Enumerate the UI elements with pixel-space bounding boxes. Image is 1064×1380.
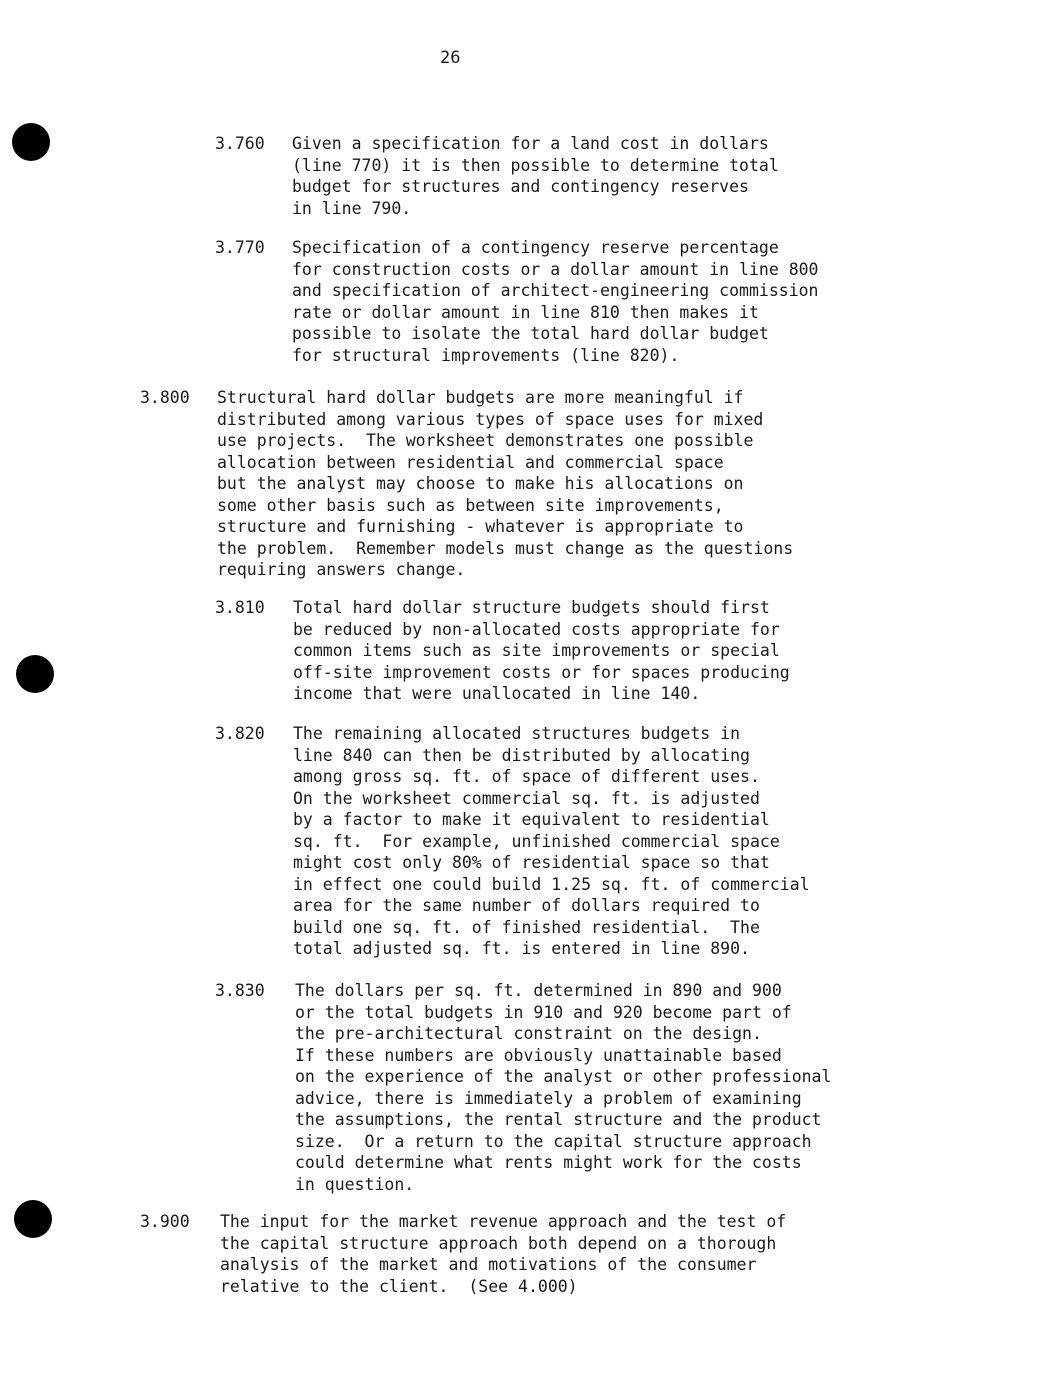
section-3-760 — [215, 133, 779, 219]
page-number: 26 — [440, 48, 461, 68]
binder-hole-top — [12, 123, 50, 161]
text-line: The remaining allocated structures budgets in — [293, 724, 741, 743]
section-number: 3.900 — [140, 1212, 190, 1231]
text-line: for construction costs or a dollar amount in line 800 — [292, 259, 819, 279]
text-line: use projects. The worksheet demonstrates one possible — [217, 431, 754, 450]
section-number: 3.760 — [215, 134, 265, 153]
text-line: advice, there is immediately a problem of examining — [295, 1088, 802, 1108]
text-line: in question. — [295, 1174, 415, 1194]
text-line: The dollars per sq. ft. determined in 890 and 900 — [295, 981, 782, 1000]
text-line: Total hard dollar structure budgets should first — [293, 598, 770, 617]
section-text — [292, 133, 779, 219]
section-number: 3.800 — [140, 388, 190, 407]
section-3-830 — [215, 980, 831, 1195]
section-text — [293, 723, 810, 960]
text-line: possible to isolate the total hard dollar budget — [292, 324, 769, 343]
text-line: could determine what rents might work for the costs — [295, 1153, 802, 1172]
text-line: rate or dollar amount in line 810 then makes it — [292, 302, 759, 322]
text-line: requiring answers change. — [217, 560, 466, 579]
text-line: off-site improvement costs or for spaces producing — [293, 662, 790, 682]
section-3-820 — [215, 723, 810, 960]
text-line: Structural hard dollar budgets are more meaningful if — [217, 388, 744, 407]
text-line: the pre-architectural constraint on the design. — [295, 1024, 762, 1043]
section-text — [293, 597, 790, 705]
text-line: Specification of a contingency reserve percentage — [292, 238, 779, 257]
text-line: the problem. Remember models must change as the questions — [217, 538, 794, 558]
binder-hole-bottom — [14, 1200, 52, 1238]
text-line: On the worksheet commercial sq. ft. is adjusted — [293, 788, 760, 808]
text-line: might cost only 80% of residential space so that — [293, 853, 770, 872]
text-line: (line 770) it is then possible to determine total — [292, 155, 779, 175]
text-line: total adjusted sq. ft. is entered in line 890. — [293, 939, 750, 958]
text-line: for structural improvements (line 820). — [292, 345, 680, 365]
text-line: line 840 can then be distributed by allocating — [293, 745, 750, 765]
text-line: in effect one could build 1.25 sq. ft. of commercial — [293, 874, 810, 894]
text-line: in line 790. — [292, 198, 412, 218]
text-line: among gross sq. ft. of space of different uses. — [293, 767, 760, 786]
text-line: on the experience of the analyst or other professional — [295, 1067, 832, 1086]
section-3-800 — [140, 387, 793, 581]
text-line: income that were unallocated in line 140. — [293, 684, 701, 703]
section-text — [217, 387, 793, 581]
binder-hole-middle — [16, 655, 54, 693]
text-line: the capital structure approach both depend on a thorough — [220, 1233, 777, 1253]
section-text — [292, 237, 819, 366]
section-number: 3.810 — [215, 598, 265, 617]
section-number: 3.820 — [215, 724, 265, 743]
text-line: and specification of architect-engineering commission — [292, 281, 819, 300]
section-text — [220, 1211, 786, 1297]
text-line: allocation between residential and commercial space — [217, 452, 724, 472]
text-line: some other basis such as between site improvements, — [217, 495, 724, 515]
text-line: structure and furnishing - whatever is appropriate to — [217, 517, 744, 536]
text-line: build one sq. ft. of finished residential. The — [293, 917, 760, 937]
text-line: size. Or a return to the capital structure approach — [295, 1131, 812, 1151]
text-line: area for the same number of dollars required to — [293, 896, 760, 915]
section-3-900 — [140, 1211, 786, 1297]
text-line: distributed among various types of space uses for mixed — [217, 409, 764, 429]
section-number: 3.770 — [215, 238, 265, 257]
text-line: by a factor to make it equivalent to residential — [293, 810, 770, 829]
text-line: budget for structures and contingency reserves — [292, 177, 749, 196]
section-number: 3.830 — [215, 981, 265, 1000]
text-line: sq. ft. For example, unfinished commercial space — [293, 831, 780, 851]
text-line: relative to the client. (See 4.000) — [220, 1276, 578, 1296]
text-line: common items such as site improvements or special — [293, 641, 780, 660]
text-line: Given a specification for a land cost in dollars — [292, 134, 769, 153]
text-line: the assumptions, the rental structure and the product — [295, 1110, 822, 1129]
section-3-810 — [215, 597, 790, 705]
section-3-770 — [215, 237, 819, 366]
text-line: or the total budgets in 910 and 920 become part of — [295, 1002, 792, 1022]
section-text — [295, 980, 831, 1195]
text-line: but the analyst may choose to make his allocations on — [217, 474, 744, 493]
text-line: analysis of the market and motivations of the consumer — [220, 1255, 757, 1274]
text-line: be reduced by non-allocated costs appropriate for — [293, 619, 780, 639]
text-line: The input for the market revenue approach and the test of — [220, 1212, 787, 1231]
text-line: If these numbers are obviously unattainable based — [295, 1045, 782, 1065]
